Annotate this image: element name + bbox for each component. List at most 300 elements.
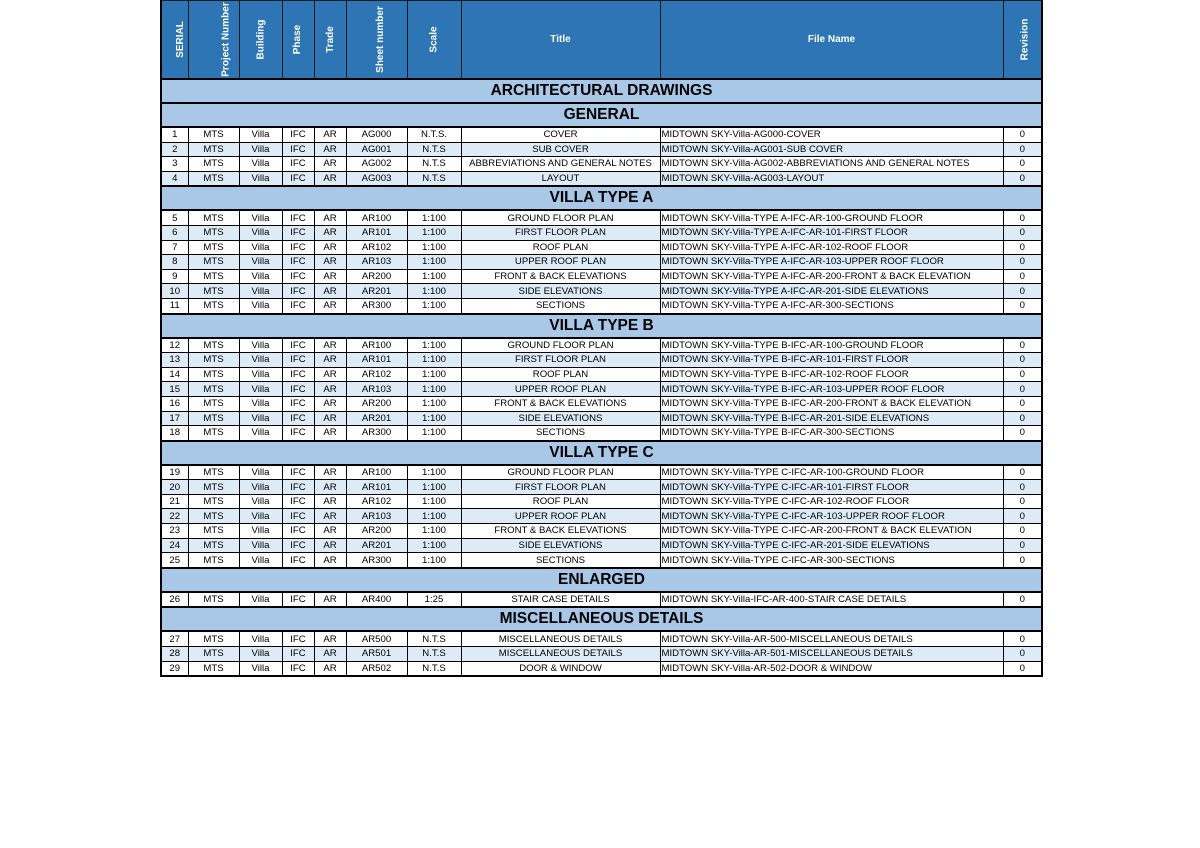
trade-cell: AR bbox=[314, 338, 346, 353]
phase-cell: IFC bbox=[282, 465, 314, 480]
building-cell: Villa bbox=[239, 284, 282, 299]
file-name-cell: MIDTOWN SKY-Villa-TYPE C-IFC-AR-101-FIRST FLOOR bbox=[660, 480, 1003, 495]
trade-cell: AR bbox=[314, 127, 346, 142]
revision-cell: 0 bbox=[1003, 509, 1042, 524]
table-row bbox=[161, 647, 1042, 662]
serial-cell: 12 bbox=[161, 338, 188, 353]
sheet-number-cell: AR400 bbox=[346, 592, 407, 608]
file-name-cell: MIDTOWN SKY-Villa-TYPE B-IFC-AR-300-SECTIONS bbox=[660, 426, 1003, 441]
revision-cell: 0 bbox=[1003, 367, 1042, 382]
file-name-cell: MIDTOWN SKY-Villa-AR-501-MISCELLANEOUS DETAILS bbox=[660, 647, 1003, 662]
revision-cell: 0 bbox=[1003, 426, 1042, 441]
serial-cell: 11 bbox=[161, 298, 188, 313]
table-row bbox=[161, 494, 1042, 509]
revision-cell: 0 bbox=[1003, 338, 1042, 353]
sheet-number-cell: AR300 bbox=[346, 553, 407, 568]
project-number-cell: MTS bbox=[188, 157, 239, 172]
file-name-cell: MIDTOWN SKY-Villa-AG002-ABBREVIATIONS AND GENERAL NOTES bbox=[660, 157, 1003, 172]
scale-cell: 1:100 bbox=[407, 509, 461, 524]
file-name-cell: MIDTOWN SKY-Villa-TYPE B-IFC-AR-201-SIDE ELEVATIONS bbox=[660, 411, 1003, 426]
building-cell: Villa bbox=[239, 661, 282, 676]
phase-cell: IFC bbox=[282, 592, 314, 608]
serial-cell: 5 bbox=[161, 210, 188, 225]
trade-cell: AR bbox=[314, 298, 346, 313]
building-cell: Villa bbox=[239, 353, 282, 368]
table-row bbox=[161, 157, 1042, 172]
title-cell: GROUND FLOOR PLAN bbox=[461, 210, 660, 225]
header-trade: Trade bbox=[314, 1, 346, 80]
header-title: Title bbox=[461, 1, 660, 80]
trade-cell: AR bbox=[314, 225, 346, 240]
sheet-number-cell: AR100 bbox=[346, 465, 407, 480]
revision-cell: 0 bbox=[1003, 127, 1042, 142]
revision-cell: 0 bbox=[1003, 524, 1042, 539]
revision-cell: 0 bbox=[1003, 592, 1042, 608]
sheet-number-cell: AR201 bbox=[346, 411, 407, 426]
table-row bbox=[161, 255, 1042, 270]
phase-cell: IFC bbox=[282, 157, 314, 172]
project-number-cell: MTS bbox=[188, 353, 239, 368]
phase-cell: IFC bbox=[282, 353, 314, 368]
revision-cell: 0 bbox=[1003, 494, 1042, 509]
phase-cell: IFC bbox=[282, 269, 314, 284]
building-cell: Villa bbox=[239, 338, 282, 353]
revision-cell: 0 bbox=[1003, 661, 1042, 676]
serial-cell: 6 bbox=[161, 225, 188, 240]
phase-cell: IFC bbox=[282, 284, 314, 299]
section-title: ARCHITECTURAL DRAWINGS bbox=[161, 79, 1042, 103]
trade-cell: AR bbox=[314, 538, 346, 553]
sheet-number-cell: AR102 bbox=[346, 367, 407, 382]
project-number-cell: MTS bbox=[188, 127, 239, 142]
serial-cell: 2 bbox=[161, 142, 188, 157]
serial-cell: 28 bbox=[161, 647, 188, 662]
project-number-cell: MTS bbox=[188, 661, 239, 676]
file-name-cell: MIDTOWN SKY-Villa-TYPE A-IFC-AR-200-FRONT & BACK ELEVATION bbox=[660, 269, 1003, 284]
trade-cell: AR bbox=[314, 255, 346, 270]
scale-cell: N.T.S bbox=[407, 142, 461, 157]
scale-cell: 1:100 bbox=[407, 210, 461, 225]
scale-cell: N.T.S bbox=[407, 157, 461, 172]
revision-cell: 0 bbox=[1003, 284, 1042, 299]
phase-cell: IFC bbox=[282, 298, 314, 313]
building-cell: Villa bbox=[239, 411, 282, 426]
serial-cell: 14 bbox=[161, 367, 188, 382]
sheet-number-cell: AR103 bbox=[346, 255, 407, 270]
table-row bbox=[161, 411, 1042, 426]
header-sheet-number: Sheet number bbox=[346, 1, 407, 80]
serial-cell: 4 bbox=[161, 171, 188, 186]
building-cell: Villa bbox=[239, 127, 282, 142]
revision-cell: 0 bbox=[1003, 396, 1042, 411]
revision-cell: 0 bbox=[1003, 225, 1042, 240]
table-row bbox=[161, 524, 1042, 539]
file-name-cell: MIDTOWN SKY-Villa-TYPE B-IFC-AR-102-ROOF FLOOR bbox=[660, 367, 1003, 382]
building-cell: Villa bbox=[239, 171, 282, 186]
trade-cell: AR bbox=[314, 382, 346, 397]
building-cell: Villa bbox=[239, 494, 282, 509]
section-header-row bbox=[161, 103, 1042, 127]
serial-cell: 22 bbox=[161, 509, 188, 524]
serial-cell: 20 bbox=[161, 480, 188, 495]
table-row bbox=[161, 592, 1042, 608]
title-cell: UPPER ROOF PLAN bbox=[461, 382, 660, 397]
building-cell: Villa bbox=[239, 553, 282, 568]
project-number-cell: MTS bbox=[188, 509, 239, 524]
table-row bbox=[161, 240, 1042, 255]
scale-cell: 1:100 bbox=[407, 411, 461, 426]
trade-cell: AR bbox=[314, 524, 346, 539]
file-name-cell: MIDTOWN SKY-Villa-TYPE A-IFC-AR-102-ROOF FLOOR bbox=[660, 240, 1003, 255]
project-number-cell: MTS bbox=[188, 480, 239, 495]
title-cell: MISCELLANEOUS DETAILS bbox=[461, 631, 660, 646]
table-row bbox=[161, 127, 1042, 142]
header-file-name: File Name bbox=[660, 1, 1003, 80]
project-number-cell: MTS bbox=[188, 382, 239, 397]
section-title: VILLA TYPE C bbox=[161, 441, 1042, 465]
header-project-number: Project Number bbox=[188, 1, 239, 80]
sheet-number-cell: AR102 bbox=[346, 494, 407, 509]
phase-cell: IFC bbox=[282, 494, 314, 509]
header-revision: Revision bbox=[1003, 1, 1042, 80]
scale-cell: N.T.S bbox=[407, 171, 461, 186]
file-name-cell: MIDTOWN SKY-Villa-TYPE B-IFC-AR-100-GROUND FLOOR bbox=[660, 338, 1003, 353]
building-cell: Villa bbox=[239, 269, 282, 284]
section-title: ENLARGED bbox=[161, 568, 1042, 592]
project-number-cell: MTS bbox=[188, 338, 239, 353]
serial-cell: 19 bbox=[161, 465, 188, 480]
trade-cell: AR bbox=[314, 367, 346, 382]
file-name-cell: MIDTOWN SKY-Villa-TYPE C-IFC-AR-103-UPPER ROOF FLOOR bbox=[660, 509, 1003, 524]
title-cell: LAYOUT bbox=[461, 171, 660, 186]
table-row bbox=[161, 426, 1042, 441]
serial-cell: 24 bbox=[161, 538, 188, 553]
project-number-cell: MTS bbox=[188, 240, 239, 255]
table-row bbox=[161, 171, 1042, 186]
phase-cell: IFC bbox=[282, 524, 314, 539]
sheet-number-cell: AR300 bbox=[346, 426, 407, 441]
building-cell: Villa bbox=[239, 298, 282, 313]
sheet-number-cell: AR103 bbox=[346, 509, 407, 524]
file-name-cell: MIDTOWN SKY-Villa-TYPE C-IFC-AR-201-SIDE ELEVATIONS bbox=[660, 538, 1003, 553]
building-cell: Villa bbox=[239, 240, 282, 255]
revision-cell: 0 bbox=[1003, 538, 1042, 553]
revision-cell: 0 bbox=[1003, 142, 1042, 157]
sheet-number-cell: AR200 bbox=[346, 269, 407, 284]
building-cell: Villa bbox=[239, 426, 282, 441]
scale-cell: 1:100 bbox=[407, 382, 461, 397]
phase-cell: IFC bbox=[282, 127, 314, 142]
building-cell: Villa bbox=[239, 382, 282, 397]
title-cell: FIRST FLOOR PLAN bbox=[461, 480, 660, 495]
file-name-cell: MIDTOWN SKY-Villa-AG001-SUB COVER bbox=[660, 142, 1003, 157]
scale-cell: 1:100 bbox=[407, 338, 461, 353]
sheet-number-cell: AR101 bbox=[346, 225, 407, 240]
table-row bbox=[161, 509, 1042, 524]
title-cell: FRONT & BACK ELEVATIONS bbox=[461, 524, 660, 539]
title-cell: SUB COVER bbox=[461, 142, 660, 157]
scale-cell: N.T.S bbox=[407, 631, 461, 646]
table-row bbox=[161, 480, 1042, 495]
trade-cell: AR bbox=[314, 465, 346, 480]
serial-cell: 1 bbox=[161, 127, 188, 142]
file-name-cell: MIDTOWN SKY-Villa-AR-502-DOOR & WINDOW bbox=[660, 661, 1003, 676]
trade-cell: AR bbox=[314, 647, 346, 662]
title-cell: SECTIONS bbox=[461, 426, 660, 441]
serial-cell: 10 bbox=[161, 284, 188, 299]
revision-cell: 0 bbox=[1003, 465, 1042, 480]
sheet-number-cell: AR502 bbox=[346, 661, 407, 676]
table-row bbox=[161, 396, 1042, 411]
title-cell: ABBREVIATIONS AND GENERAL NOTES bbox=[461, 157, 660, 172]
section-header-row bbox=[161, 607, 1042, 631]
building-cell: Villa bbox=[239, 255, 282, 270]
table-row bbox=[161, 661, 1042, 676]
scale-cell: 1:100 bbox=[407, 298, 461, 313]
building-cell: Villa bbox=[239, 538, 282, 553]
building-cell: Villa bbox=[239, 210, 282, 225]
revision-cell: 0 bbox=[1003, 480, 1042, 495]
serial-cell: 8 bbox=[161, 255, 188, 270]
scale-cell: 1:100 bbox=[407, 255, 461, 270]
scale-cell: N.T.S. bbox=[407, 127, 461, 142]
file-name-cell: MIDTOWN SKY-Villa-AR-500-MISCELLANEOUS DETAILS bbox=[660, 631, 1003, 646]
sheet-number-cell: AR300 bbox=[346, 298, 407, 313]
title-cell: GROUND FLOOR PLAN bbox=[461, 338, 660, 353]
project-number-cell: MTS bbox=[188, 524, 239, 539]
phase-cell: IFC bbox=[282, 210, 314, 225]
serial-cell: 25 bbox=[161, 553, 188, 568]
building-cell: Villa bbox=[239, 465, 282, 480]
revision-cell: 0 bbox=[1003, 157, 1042, 172]
trade-cell: AR bbox=[314, 240, 346, 255]
scale-cell: N.T.S bbox=[407, 647, 461, 662]
project-number-cell: MTS bbox=[188, 538, 239, 553]
scale-cell: 1:100 bbox=[407, 240, 461, 255]
trade-cell: AR bbox=[314, 284, 346, 299]
scale-cell: N.T.S bbox=[407, 661, 461, 676]
sheet-number-cell: AR201 bbox=[346, 538, 407, 553]
sheet-number-cell: AR100 bbox=[346, 210, 407, 225]
sheet-number-cell: AR100 bbox=[346, 338, 407, 353]
trade-cell: AR bbox=[314, 661, 346, 676]
trade-cell: AR bbox=[314, 142, 346, 157]
project-number-cell: MTS bbox=[188, 255, 239, 270]
phase-cell: IFC bbox=[282, 338, 314, 353]
table-row bbox=[161, 553, 1042, 568]
building-cell: Villa bbox=[239, 396, 282, 411]
serial-cell: 13 bbox=[161, 353, 188, 368]
sheet-number-cell: AG001 bbox=[346, 142, 407, 157]
title-cell: MISCELLANEOUS DETAILS bbox=[461, 647, 660, 662]
table-row bbox=[161, 298, 1042, 313]
scale-cell: 1:100 bbox=[407, 269, 461, 284]
file-name-cell: MIDTOWN SKY-Villa-TYPE A-IFC-AR-201-SIDE ELEVATIONS bbox=[660, 284, 1003, 299]
file-name-cell: MIDTOWN SKY-Villa-TYPE B-IFC-AR-101-FIRST FLOOR bbox=[660, 353, 1003, 368]
phase-cell: IFC bbox=[282, 661, 314, 676]
table-row bbox=[161, 225, 1042, 240]
title-cell: SECTIONS bbox=[461, 553, 660, 568]
section-title: MISCELLANEOUS DETAILS bbox=[161, 607, 1042, 631]
building-cell: Villa bbox=[239, 647, 282, 662]
serial-cell: 3 bbox=[161, 157, 188, 172]
file-name-cell: MIDTOWN SKY-Villa-TYPE C-IFC-AR-200-FRONT & BACK ELEVATION bbox=[660, 524, 1003, 539]
trade-cell: AR bbox=[314, 411, 346, 426]
title-cell: COVER bbox=[461, 127, 660, 142]
scale-cell: 1:100 bbox=[407, 225, 461, 240]
serial-cell: 9 bbox=[161, 269, 188, 284]
project-number-cell: MTS bbox=[188, 647, 239, 662]
table-row bbox=[161, 142, 1042, 157]
section-header-row bbox=[161, 568, 1042, 592]
file-name-cell: MIDTOWN SKY-Villa-TYPE A-IFC-AR-300-SECTIONS bbox=[660, 298, 1003, 313]
serial-cell: 26 bbox=[161, 592, 188, 608]
section-header-row bbox=[161, 186, 1042, 210]
title-cell: ROOF PLAN bbox=[461, 367, 660, 382]
project-number-cell: MTS bbox=[188, 225, 239, 240]
trade-cell: AR bbox=[314, 480, 346, 495]
sheet-number-cell: AR201 bbox=[346, 284, 407, 299]
revision-cell: 0 bbox=[1003, 298, 1042, 313]
revision-cell: 0 bbox=[1003, 255, 1042, 270]
sheet-number-cell: AR200 bbox=[346, 396, 407, 411]
phase-cell: IFC bbox=[282, 553, 314, 568]
building-cell: Villa bbox=[239, 592, 282, 608]
serial-cell: 7 bbox=[161, 240, 188, 255]
trade-cell: AR bbox=[314, 631, 346, 646]
header-building: Building bbox=[239, 1, 282, 80]
serial-cell: 18 bbox=[161, 426, 188, 441]
title-cell: FIRST FLOOR PLAN bbox=[461, 225, 660, 240]
file-name-cell: MIDTOWN SKY-Villa-TYPE C-IFC-AR-300-SECTIONS bbox=[660, 553, 1003, 568]
project-number-cell: MTS bbox=[188, 367, 239, 382]
project-number-cell: MTS bbox=[188, 592, 239, 608]
scale-cell: 1:100 bbox=[407, 553, 461, 568]
header-serial: SERIAL bbox=[161, 1, 188, 80]
file-name-cell: MIDTOWN SKY-Villa-TYPE A-IFC-AR-103-UPPER ROOF FLOOR bbox=[660, 255, 1003, 270]
building-cell: Villa bbox=[239, 524, 282, 539]
revision-cell: 0 bbox=[1003, 240, 1042, 255]
trade-cell: AR bbox=[314, 426, 346, 441]
phase-cell: IFC bbox=[282, 426, 314, 441]
project-number-cell: MTS bbox=[188, 284, 239, 299]
serial-cell: 29 bbox=[161, 661, 188, 676]
trade-cell: AR bbox=[314, 494, 346, 509]
trade-cell: AR bbox=[314, 509, 346, 524]
building-cell: Villa bbox=[239, 157, 282, 172]
file-name-cell: MIDTOWN SKY-Villa-TYPE A-IFC-AR-100-GROUND FLOOR bbox=[660, 210, 1003, 225]
phase-cell: IFC bbox=[282, 240, 314, 255]
building-cell: Villa bbox=[239, 631, 282, 646]
trade-cell: AR bbox=[314, 157, 346, 172]
scale-cell: 1:100 bbox=[407, 538, 461, 553]
title-cell: FRONT & BACK ELEVATIONS bbox=[461, 396, 660, 411]
file-name-cell: MIDTOWN SKY-Villa-TYPE C-IFC-AR-100-GROUND FLOOR bbox=[660, 465, 1003, 480]
revision-cell: 0 bbox=[1003, 411, 1042, 426]
scale-cell: 1:100 bbox=[407, 426, 461, 441]
revision-cell: 0 bbox=[1003, 353, 1042, 368]
revision-cell: 0 bbox=[1003, 171, 1042, 186]
drawing-register-sheet bbox=[160, 0, 1041, 677]
table-row bbox=[161, 284, 1042, 299]
project-number-cell: MTS bbox=[188, 142, 239, 157]
serial-cell: 27 bbox=[161, 631, 188, 646]
header-phase: Phase bbox=[282, 1, 314, 80]
scale-cell: 1:100 bbox=[407, 480, 461, 495]
phase-cell: IFC bbox=[282, 480, 314, 495]
scale-cell: 1:25 bbox=[407, 592, 461, 608]
section-header-row bbox=[161, 79, 1042, 103]
serial-cell: 15 bbox=[161, 382, 188, 397]
section-title: VILLA TYPE A bbox=[161, 186, 1042, 210]
table-row bbox=[161, 210, 1042, 225]
title-cell: ROOF PLAN bbox=[461, 494, 660, 509]
scale-cell: 1:100 bbox=[407, 367, 461, 382]
project-number-cell: MTS bbox=[188, 269, 239, 284]
scale-cell: 1:100 bbox=[407, 284, 461, 299]
serial-cell: 16 bbox=[161, 396, 188, 411]
table-row bbox=[161, 631, 1042, 646]
sheet-number-cell: AR501 bbox=[346, 647, 407, 662]
header-scale: Scale bbox=[407, 1, 461, 80]
trade-cell: AR bbox=[314, 353, 346, 368]
project-number-cell: MTS bbox=[188, 210, 239, 225]
phase-cell: IFC bbox=[282, 255, 314, 270]
section-title: VILLA TYPE B bbox=[161, 314, 1042, 338]
phase-cell: IFC bbox=[282, 538, 314, 553]
table-row bbox=[161, 269, 1042, 284]
revision-cell: 0 bbox=[1003, 631, 1042, 646]
title-cell: SIDE ELEVATIONS bbox=[461, 538, 660, 553]
table-row bbox=[161, 367, 1042, 382]
header-row bbox=[161, 1, 1042, 80]
file-name-cell: MIDTOWN SKY-Villa-TYPE A-IFC-AR-101-FIRST FLOOR bbox=[660, 225, 1003, 240]
phase-cell: IFC bbox=[282, 367, 314, 382]
building-cell: Villa bbox=[239, 509, 282, 524]
revision-cell: 0 bbox=[1003, 553, 1042, 568]
revision-cell: 0 bbox=[1003, 647, 1042, 662]
project-number-cell: MTS bbox=[188, 426, 239, 441]
project-number-cell: MTS bbox=[188, 494, 239, 509]
drawing-register-table bbox=[160, 0, 1043, 677]
project-number-cell: MTS bbox=[188, 465, 239, 480]
sheet-number-cell: AG002 bbox=[346, 157, 407, 172]
phase-cell: IFC bbox=[282, 225, 314, 240]
title-cell: SIDE ELEVATIONS bbox=[461, 284, 660, 299]
building-cell: Villa bbox=[239, 367, 282, 382]
scale-cell: 1:100 bbox=[407, 465, 461, 480]
file-name-cell: MIDTOWN SKY-Villa-AG000-COVER bbox=[660, 127, 1003, 142]
trade-cell: AR bbox=[314, 592, 346, 608]
file-name-cell: MIDTOWN SKY-Villa-IFC-AR-400-STAIR CASE DETAILS bbox=[660, 592, 1003, 608]
building-cell: Villa bbox=[239, 480, 282, 495]
building-cell: Villa bbox=[239, 142, 282, 157]
scale-cell: 1:100 bbox=[407, 396, 461, 411]
phase-cell: IFC bbox=[282, 647, 314, 662]
serial-cell: 23 bbox=[161, 524, 188, 539]
scale-cell: 1:100 bbox=[407, 524, 461, 539]
building-cell: Villa bbox=[239, 225, 282, 240]
project-number-cell: MTS bbox=[188, 171, 239, 186]
sheet-number-cell: AR101 bbox=[346, 353, 407, 368]
trade-cell: AR bbox=[314, 553, 346, 568]
title-cell: GROUND FLOOR PLAN bbox=[461, 465, 660, 480]
title-cell: FRONT & BACK ELEVATIONS bbox=[461, 269, 660, 284]
title-cell: SECTIONS bbox=[461, 298, 660, 313]
project-number-cell: MTS bbox=[188, 631, 239, 646]
title-cell: DOOR & WINDOW bbox=[461, 661, 660, 676]
file-name-cell: MIDTOWN SKY-Villa-TYPE B-IFC-AR-103-UPPER ROOF FLOOR bbox=[660, 382, 1003, 397]
